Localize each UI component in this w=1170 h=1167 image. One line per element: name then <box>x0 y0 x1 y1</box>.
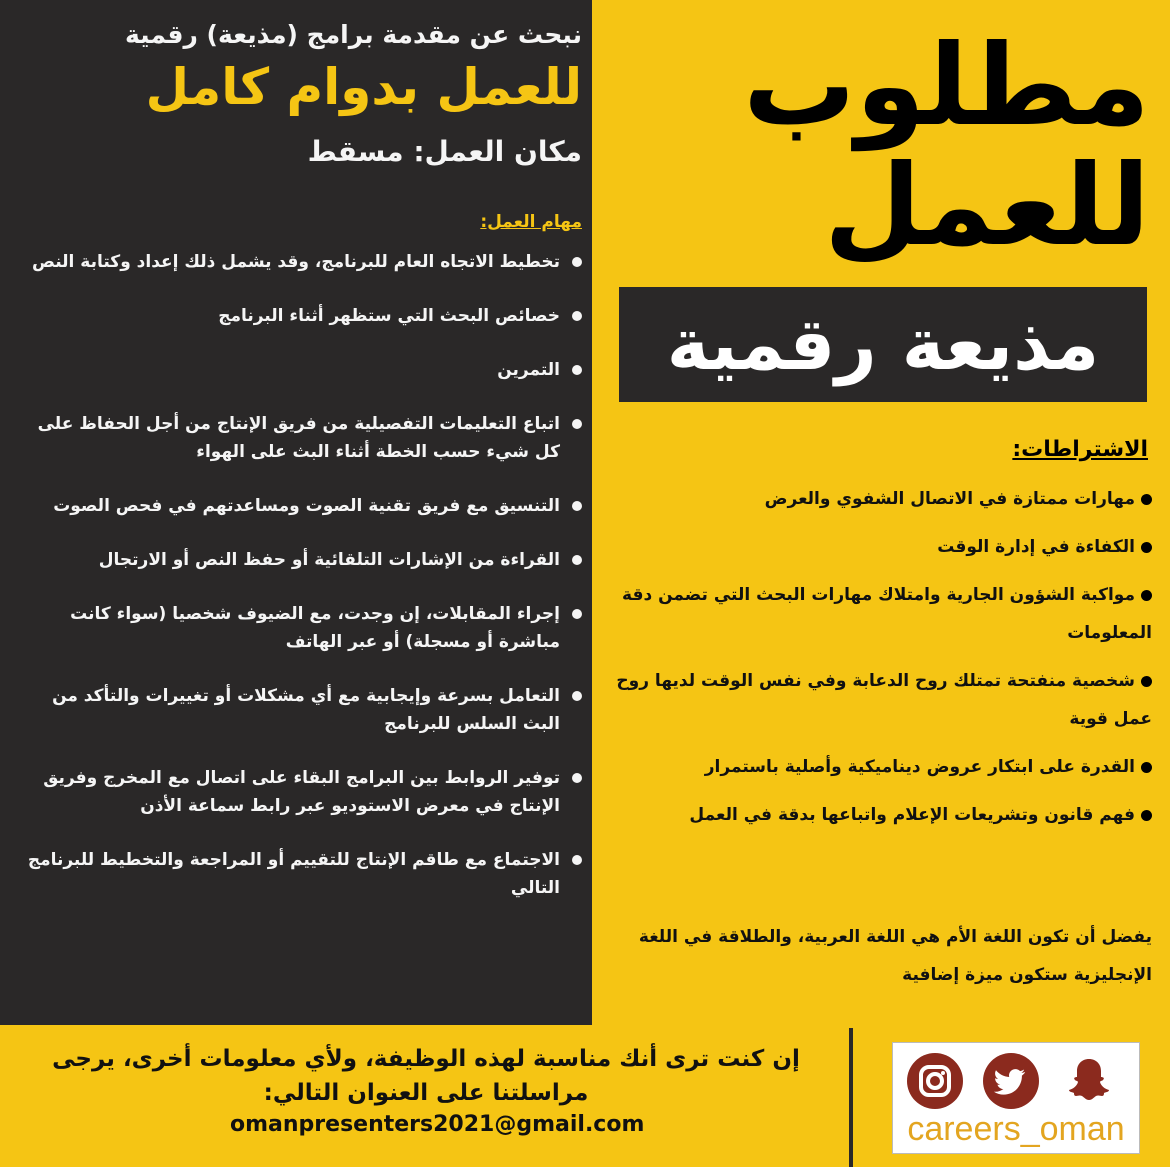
requirements-header: الاشتراطات: <box>1012 437 1148 462</box>
tasks-header: مهام العمل: <box>480 212 582 232</box>
intro-line: نبحث عن مقدمة برامج (مذيعة) رقمية <box>124 20 582 49</box>
requirement-item: شخصية منفتحة تمتلك روح الدعابة وفي نفس الوقت لديها روح عمل قوية <box>616 671 1152 729</box>
bullet-icon <box>1141 542 1152 553</box>
title-for-work: للعمل <box>823 141 1150 271</box>
task-item: القراءة من الإشارات التلقائية أو حفظ النص أو الارتجال <box>22 546 582 574</box>
instagram-glyph <box>907 1053 963 1109</box>
bullet-icon <box>572 501 582 511</box>
bullet-icon <box>572 555 582 565</box>
task-item: اتباع التعليمات التفصيلية من فريق الإنتاج من أجل الحفاظ على كل شيء حسب الخطة أثناء البث على الهواء <box>22 410 582 466</box>
bullet-icon <box>572 855 582 865</box>
task-item: التمرين <box>22 356 582 384</box>
task-item: الاجتماع مع طاقم الإنتاج للتقييم أو المراجعة والتخطيط للبرنامج التالي <box>22 846 582 902</box>
snapchat-icon[interactable] <box>1061 1053 1117 1109</box>
social-handle: careers_oman <box>907 1110 1125 1148</box>
bullet-icon <box>572 365 582 375</box>
requirement-item: مهارات ممتازة في الاتصال الشفوي والعرض <box>592 480 1152 518</box>
twitter-glyph <box>983 1053 1039 1109</box>
bullet-icon <box>572 773 582 783</box>
social-box <box>892 1042 1140 1154</box>
bullet-icon <box>1141 494 1152 505</box>
requirement-item: الكفاءة في إدارة الوقت <box>592 528 1152 566</box>
bullet-icon <box>572 609 582 619</box>
task-item: توفير الروابط بين البرامج البقاء على اتصال مع المخرج وفريق الإنتاج في معرض الاستوديو عبر رابط سماعة الأذن <box>22 764 582 820</box>
task-item: خصائص البحث التي ستظهر أثناء البرنامج <box>22 302 582 330</box>
work-location: مكان العمل: مسقط <box>307 135 582 168</box>
contact-email[interactable]: omanpresenters2021@gmail.com <box>230 1112 645 1137</box>
full-time-heading: للعمل بدوام كامل <box>145 58 582 116</box>
bullet-icon <box>572 691 582 701</box>
task-item: التنسيق مع فريق تقنية الصوت ومساعدتهم في فحص الصوت <box>22 492 582 520</box>
bullet-icon <box>572 257 582 267</box>
contact-text: إن كنت ترى أنك مناسبة لهذه الوظيفة، ولأي معلومات أخرى، يرجى مراسلتنا على العنوان التالي: <box>52 1046 800 1106</box>
language-preference: يفضل أن تكون اللغة الأم هي اللغة العربية، والطلاقة في اللغة الإنجليزية ستكون ميزة إضافية <box>638 927 1152 985</box>
requirements-list <box>592 480 1152 844</box>
bullet-icon <box>1141 810 1152 821</box>
bullet-icon <box>1141 676 1152 687</box>
role-title: مذيعة رقمية <box>619 287 1147 402</box>
bullet-icon <box>572 311 582 321</box>
task-item: تخطيط الاتجاه العام للبرنامج، وقد يشمل ذلك إعداد وكتابة النص <box>22 248 582 276</box>
tasks-list <box>22 248 582 928</box>
task-item: التعامل بسرعة وإيجابية مع أي مشكلات أو تغييرات والتأكد من البث السلس للبرنامج <box>22 682 582 738</box>
bullet-icon <box>1141 590 1152 601</box>
instagram-icon[interactable] <box>907 1053 963 1109</box>
requirement-item: القدرة على ابتكار عروض ديناميكية وأصلية باستمرار <box>592 748 1152 786</box>
title-wanted: مطلوب <box>743 21 1150 151</box>
task-item: إجراء المقابلات، إن وجدت، مع الضيوف شخصيا (سواء كانت مباشرة أو مسجلة) أو عبر الهاتف <box>22 600 582 656</box>
requirement-item: فهم قانون وتشريعات الإعلام واتباعها بدقة في العمل <box>592 796 1152 834</box>
requirement-item: مواكبة الشؤون الجارية وامتلاك مهارات البحث التي تضمن دقة المعلومات <box>622 585 1152 643</box>
snapchat-glyph <box>1061 1053 1117 1109</box>
bullet-icon <box>1141 762 1152 773</box>
twitter-icon[interactable] <box>983 1053 1039 1109</box>
bullet-icon <box>572 419 582 429</box>
